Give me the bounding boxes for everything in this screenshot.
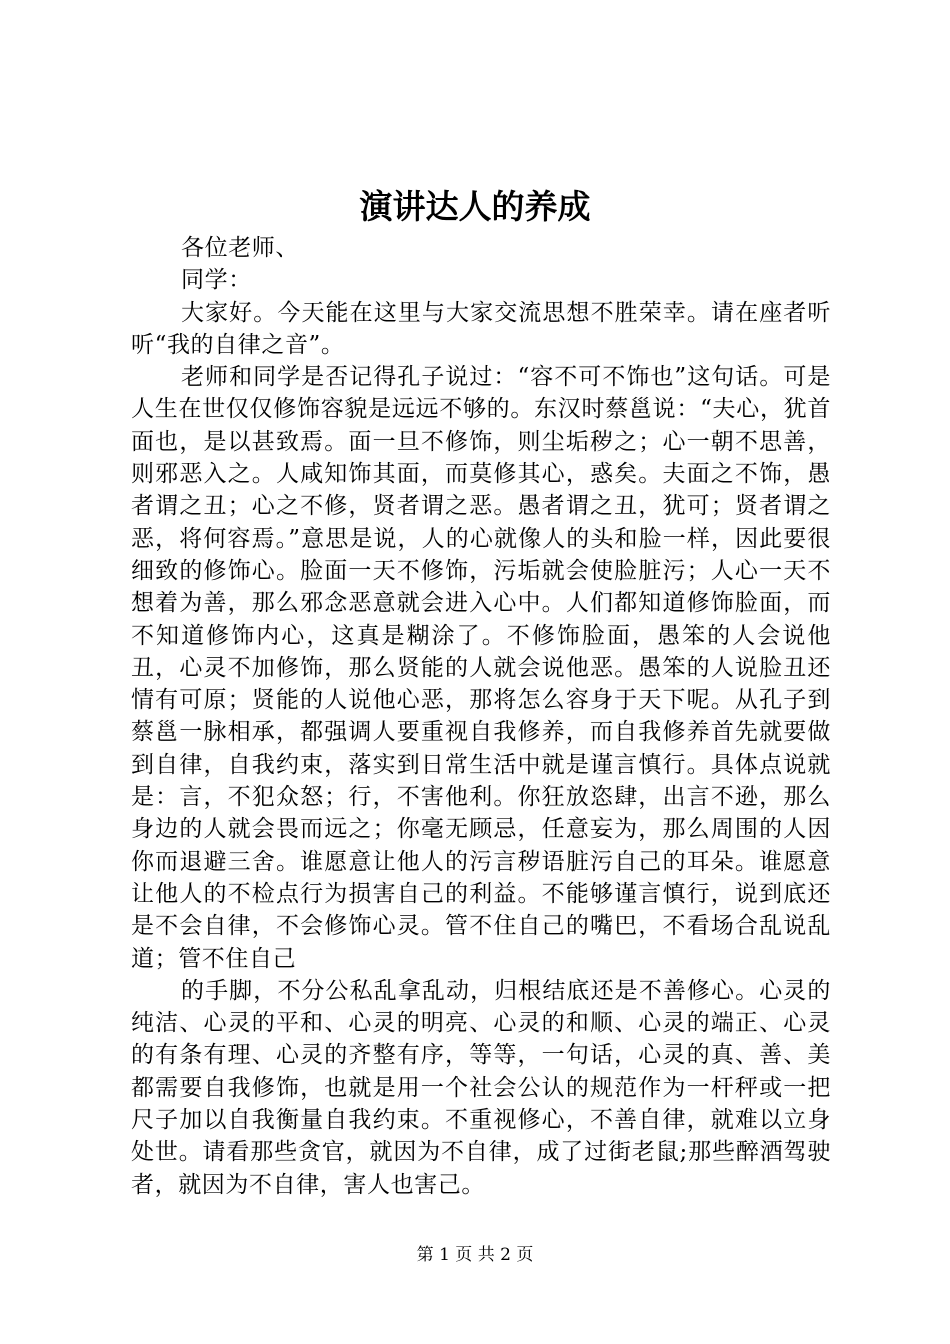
- paragraph-main: 老师和同学是否记得孔子说过：“容不可不饰也”这句话。可是人生在世仅仅修饰容貌是远远不够的。东汉时蔡邕说：“夫心，犹首面也，是以甚致焉。面一旦不修饰，则尘垢秽之；心一朝不思善，则邪恶入之。人咸知饰其面，而莫修其心，惑矣。夫面之不饰，愚者谓之丑；心之不修，贤者谓之恶。愚者谓之丑，犹可；贤者谓之恶，将何容焉。”意思是说，人的心就像人的头和脸一样，因此要很细致的修饰心。脸面一天不修饰，污垢就会使脸脏污；人心一天不想着为善，那么邪念恶意就会进入心中。人们都知道修饰脸面，而不知道修饰内心，这真是糊涂了。不修饰脸面，愚笨的人会说他丑，心灵不加修饰，那么贤能的人就会说他恶。愚笨的人说脸丑还情有可原；贤能的人说他心恶，那将怎么容身于天下呢。从孔子到蔡邕一脉相承，都强调人要重视自我修养，而自我修养首先就要做到自律，自我约束，落实到日常生活中就是谨言慎行。具体点说就是：言，不犯众怒；行，不害他利。你狂放恣肆，出言不逊，那么身边的人就会畏而远之；你毫无顾忌，任意妄为，那么周围的人因你而退避三舍。谁愿意让他人的污言秽语脏污自己的耳朵。谁愿意让他人的不检点行为损害自己的利益。不能够谨言慎行，说到底还是不会自律，不会修饰心灵。管不住自己的嘴巴，不看场合乱说乱道；管不住自己: [131, 364, 831, 972]
- paragraph-continuation: 的手脚，不分公私乱拿乱动，归根结底还是不善修心。心灵的纯洁、心灵的平和、心灵的明亮、心灵的和顺、心灵的端正、心灵的有条有理、心灵的齐整有序，等等，一句话，心灵的真、善、美都需要自我修饰，也就是用一个社会公认的规范作为一杆秤或一把尺子加以自我衡量自我约束。不重视修心，不善自律，就难以立身处世。请看那些贪官，就因为不自律，成了过街老鼠;那些醉酒驾驶者，就因为不自律，害人也害己。: [131, 977, 831, 1198]
- salutation-line-1: 各位老师、: [181, 235, 299, 261]
- paragraph-greeting: 大家好。今天能在这里与大家交流思想不胜荣幸。请在座者听听“我的自律之音”。: [131, 299, 831, 358]
- salutation-line-2: 同学：: [181, 267, 252, 294]
- document-title: 演讲达人的养成: [359, 187, 591, 226]
- page-footer: 第 1 页 共 2 页: [416, 1245, 534, 1265]
- document-body: [131, 232, 831, 1201]
